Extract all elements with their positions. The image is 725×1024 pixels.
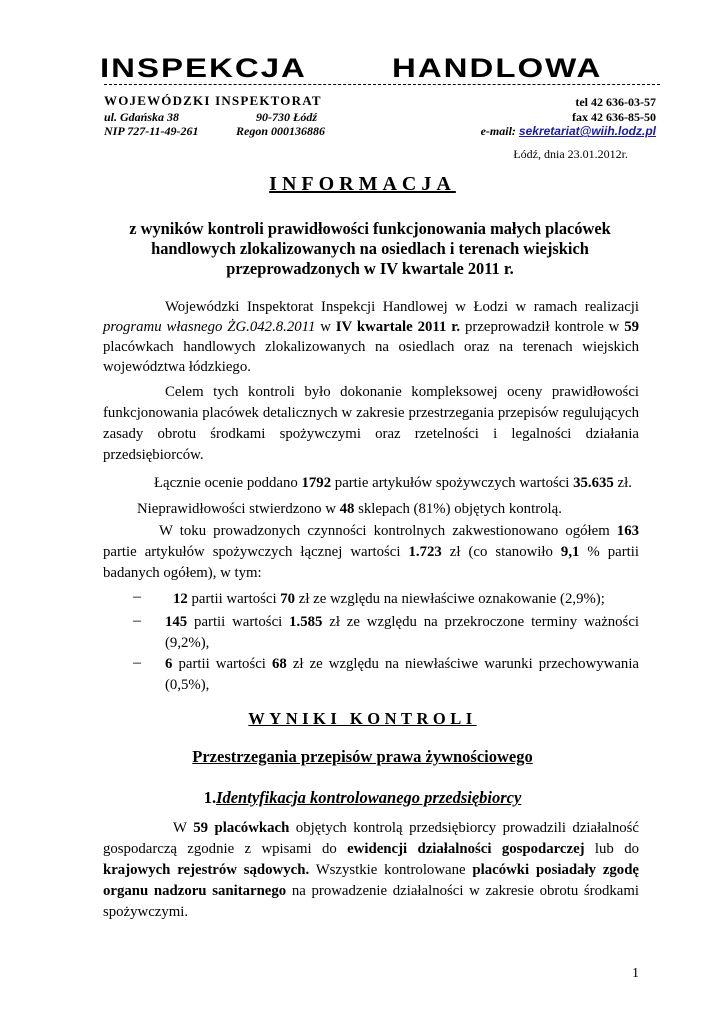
item-text-1: partii wartości <box>187 614 290 630</box>
item-count: 145 <box>165 614 188 630</box>
logo <box>100 52 660 83</box>
logo-word-1: INSPEKCJA <box>100 52 307 83</box>
bullet-marker: – <box>133 612 141 629</box>
intro-text-1: Wojewódzki Inspektorat Inspekcji Handlowej w Łodzi w ramach realizacji <box>165 299 639 315</box>
section-heading: Przestrzegania przepisów prawa żywnościowego <box>192 747 533 766</box>
document-heading: INFORMACJA <box>269 173 456 195</box>
org-name: WOJEWÓDZKI INSPEKTORAT <box>104 93 322 108</box>
bullet-marker: – <box>133 654 141 671</box>
total-value: 35.635 <box>573 475 614 491</box>
irregular-line <box>137 499 562 519</box>
intro-text-2: w <box>315 319 336 335</box>
program-reference: programu własnego ŻG.042.8.2011 <box>103 319 316 335</box>
nip: NIP 727-11-49-261 <box>104 124 199 138</box>
item-value: 70 <box>280 591 296 607</box>
purpose-paragraph <box>103 382 639 466</box>
total-line <box>154 473 632 493</box>
total-text-3: zł. <box>613 475 632 491</box>
questioned-value: 1.723 <box>408 544 442 560</box>
questioned-paragraph <box>103 521 639 584</box>
item-text-2: zł ze względu na niewłaściwe oznakowanie (2,9%); <box>295 591 605 607</box>
results-heading: WYNIKI KONTROLI <box>248 709 477 728</box>
bullet-marker: – <box>133 588 141 605</box>
fax: fax 42 636-85-50 <box>572 110 656 124</box>
regon: Regon 000136886 <box>236 124 326 138</box>
street: ul. Gdańska 38 <box>104 110 180 124</box>
document-subtitle: z wyników kontroli prawidłowości funkcjonowania małych placówek handlowych zlokalizowanych na osiedlach i terenach wiejskich przeprowadzonych w IV kwartale 2011 r. <box>129 219 611 278</box>
ident-register-1: ewidencji działalności gospodarczej <box>347 841 585 857</box>
item-text-2: zł ze względu na niewłaściwe warunki przechowywania (0,5%), <box>165 656 639 693</box>
ident-text-4: Wszystkie kontrolowane <box>309 862 473 878</box>
ident-approval: placówki posiadały zgodę organu nadzoru sanitarnego <box>103 862 639 899</box>
irregular-text-1: Nieprawidłowości stwierdzono w <box>137 501 340 517</box>
ident-text-2: objętych kontrolą przedsiębiorcy prowadzili działalność gospodarczą zgodnie z wpisami do <box>103 820 639 857</box>
ident-places: 59 placówkach <box>193 820 290 836</box>
postal-city: 90-730 Łódź <box>256 110 317 124</box>
item-value: 1.585 <box>289 614 323 630</box>
phone: tel 42 636-03-57 <box>575 95 656 109</box>
item-count: 12 <box>173 591 188 607</box>
ident-register-2: krajowych rejestrów sądowych. <box>103 862 310 878</box>
intro-text-4: placówkach handlowych zlokalizowanych na osiedlach oraz na terenach wiejskich województwa łódzkiego. <box>103 339 639 375</box>
total-count: 1792 <box>301 475 332 491</box>
quarter: IV kwartale 2011 r. <box>335 319 461 335</box>
item-text-1: partii wartości <box>187 591 281 607</box>
document-date: Łódź, dnia 23.01.2012r. <box>513 147 628 161</box>
purpose-text: Celem tych kontroli było dokonanie kompleksowej oceny prawidłowości funkcjonowania placówek detalicznych w zakresie przestrzegania przepisów regulujących zasady obrotu środkami spożywczymi oraz rzetelności i legalności działania przedsiębiorców. <box>103 384 639 463</box>
total-text-1: Łącznie ocenie poddano <box>154 475 302 491</box>
intro-paragraph <box>103 297 639 377</box>
item-text-1: partii wartości <box>172 656 272 672</box>
intro-text-3: przeprowadził kontrole w <box>460 319 625 335</box>
subsection-title: Identyfikacja kontrolowanego przedsiębiorcy <box>216 788 522 807</box>
email-line <box>481 124 656 138</box>
control-count: 59 <box>624 319 640 335</box>
ident-text-5: na prowadzenie działalności w zakresie obrotu środkami spożywczymi. <box>103 883 639 920</box>
list-item <box>165 612 639 654</box>
subsection-heading <box>0 788 725 808</box>
questioned-percent: 9,1 <box>560 544 580 560</box>
questioned-text-3: zł (co stanowiło <box>441 544 561 560</box>
header-divider <box>104 84 660 85</box>
questioned-text-4: % partii badanych ogółem), w tym: <box>103 544 639 581</box>
irregular-shops: 48 <box>339 501 355 517</box>
subsection-number: 1. <box>203 788 217 807</box>
identification-paragraph <box>103 818 639 923</box>
questioned-count: 163 <box>616 523 639 539</box>
email-link[interactable]: sekretariat@wiih.lodz.pl <box>518 124 656 138</box>
list-item <box>165 654 639 696</box>
ident-text-1: W <box>173 820 194 836</box>
logo-word-2: HANDLOWA <box>392 52 603 83</box>
item-value: 68 <box>271 656 287 672</box>
total-text-2: partie artykułów spożywczych wartości <box>331 475 574 491</box>
email-label: e-mail: <box>480 124 516 138</box>
questioned-text-1: W toku prowadzonych czynności kontrolnych zakwestionowano ogółem <box>159 523 617 539</box>
page-number: 1 <box>632 966 639 981</box>
questioned-text-2: partie artykułów spożywczych łącznej wartości <box>103 544 409 560</box>
item-count: 6 <box>165 656 173 672</box>
item-text-2: zł ze względu na przekroczone terminy ważności (9,2%), <box>165 614 639 651</box>
ident-text-3: lub do <box>584 841 639 857</box>
list-item <box>165 589 639 610</box>
irregular-text-2: sklepach (81%) objętych kontrolą. <box>354 501 562 517</box>
